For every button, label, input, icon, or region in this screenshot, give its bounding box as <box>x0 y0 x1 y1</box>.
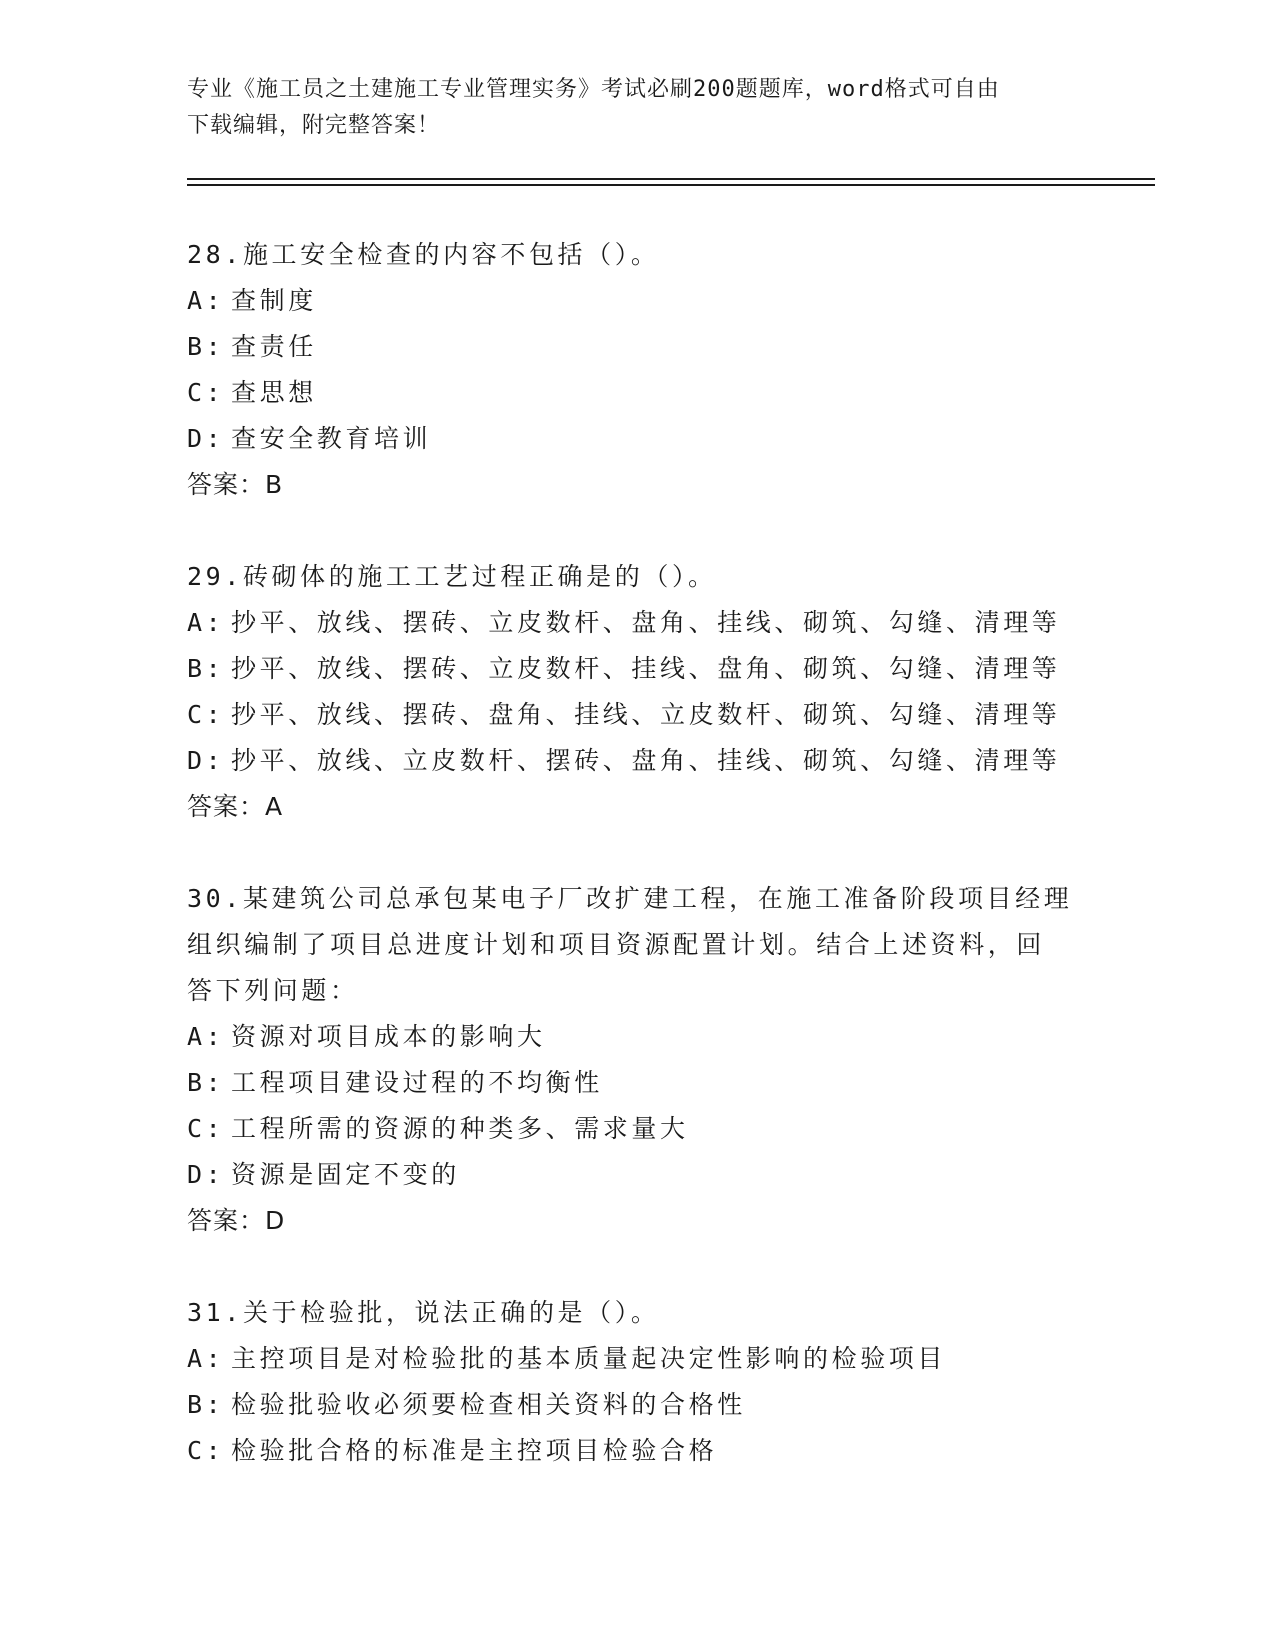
question-stem-line: 组织编制了项目总进度计划和项目资源配置计划。结合上述资料，回 <box>187 930 1046 959</box>
option-c <box>187 1428 1087 1474</box>
option-text: 资源对项目成本的影响大 <box>231 1022 546 1051</box>
question-list <box>187 232 1087 1520</box>
option-text: 查安全教育培训 <box>231 424 432 453</box>
question-29 <box>187 554 1087 830</box>
option-label: B: <box>187 1390 225 1419</box>
document-header <box>187 72 1077 144</box>
option-label: C: <box>187 1114 225 1143</box>
option-text: 抄平、放线、摆砖、立皮数杆、挂线、盘角、砌筑、勾缝、清理等 <box>231 654 1061 683</box>
option-label: A: <box>187 286 225 315</box>
option-d <box>187 1152 1087 1198</box>
option-text: 查制度 <box>231 286 317 315</box>
option-text: 资源是固定不变的 <box>231 1160 460 1189</box>
option-b <box>187 646 1087 692</box>
option-a <box>187 278 1087 324</box>
option-label: A: <box>187 1022 225 1051</box>
header-line-1: 专业《施工员之土建施工专业管理实务》考试必刷200题题库，word格式可自由 <box>187 77 1000 102</box>
question-stem: 28.施工安全检查的内容不包括（）。 <box>187 240 660 269</box>
option-d <box>187 416 1087 462</box>
question-stem: 31.关于检验批，说法正确的是（）。 <box>187 1298 660 1327</box>
question-stem-line: 30.某建筑公司总承包某电子厂改扩建工程，在施工准备阶段项目经理 <box>187 884 1073 913</box>
answer: 答案：D <box>187 1206 286 1235</box>
option-label: A: <box>187 1344 225 1373</box>
header-line-2: 下载编辑，附完整答案！ <box>187 113 441 138</box>
option-c <box>187 370 1087 416</box>
question-28 <box>187 232 1087 508</box>
option-a <box>187 600 1087 646</box>
option-b <box>187 1060 1087 1106</box>
option-c <box>187 1106 1087 1152</box>
option-text: 抄平、放线、立皮数杆、摆砖、盘角、挂线、砌筑、勾缝、清理等 <box>231 746 1061 775</box>
option-text: 检验批合格的标准是主控项目检验合格 <box>231 1436 718 1465</box>
question-stem: 29.砖砌体的施工工艺过程正确是的（）。 <box>187 562 717 591</box>
option-a <box>187 1014 1087 1060</box>
option-label: B: <box>187 332 225 361</box>
option-text: 工程所需的资源的种类多、需求量大 <box>231 1114 689 1143</box>
option-b <box>187 1382 1087 1428</box>
option-label: C: <box>187 378 225 407</box>
option-label: B: <box>187 654 225 683</box>
option-label: D: <box>187 424 225 453</box>
option-text: 查责任 <box>231 332 317 361</box>
option-text: 查思想 <box>231 378 317 407</box>
answer: 答案：A <box>187 792 284 821</box>
option-text: 主控项目是对检验批的基本质量起决定性影响的检验项目 <box>231 1344 947 1373</box>
option-text: 抄平、放线、摆砖、立皮数杆、盘角、挂线、砌筑、勾缝、清理等 <box>231 608 1061 637</box>
option-b <box>187 324 1087 370</box>
option-c <box>187 692 1087 738</box>
option-text: 检验批验收必须要检查相关资料的合格性 <box>231 1390 746 1419</box>
question-30 <box>187 876 1087 1244</box>
header-rule-top <box>187 178 1155 180</box>
header-rule-bottom <box>187 184 1155 186</box>
option-a <box>187 1336 1087 1382</box>
option-label: C: <box>187 1436 225 1465</box>
option-label: B: <box>187 1068 225 1097</box>
option-label: D: <box>187 746 225 775</box>
answer: 答案：B <box>187 470 284 499</box>
option-label: A: <box>187 608 225 637</box>
option-d <box>187 738 1087 784</box>
option-text: 抄平、放线、摆砖、盘角、挂线、立皮数杆、砌筑、勾缝、清理等 <box>231 700 1061 729</box>
question-stem-line: 答下列问题： <box>187 976 359 1005</box>
option-label: C: <box>187 700 225 729</box>
option-text: 工程项目建设过程的不均衡性 <box>231 1068 603 1097</box>
question-31 <box>187 1290 1087 1474</box>
option-label: D: <box>187 1160 225 1189</box>
